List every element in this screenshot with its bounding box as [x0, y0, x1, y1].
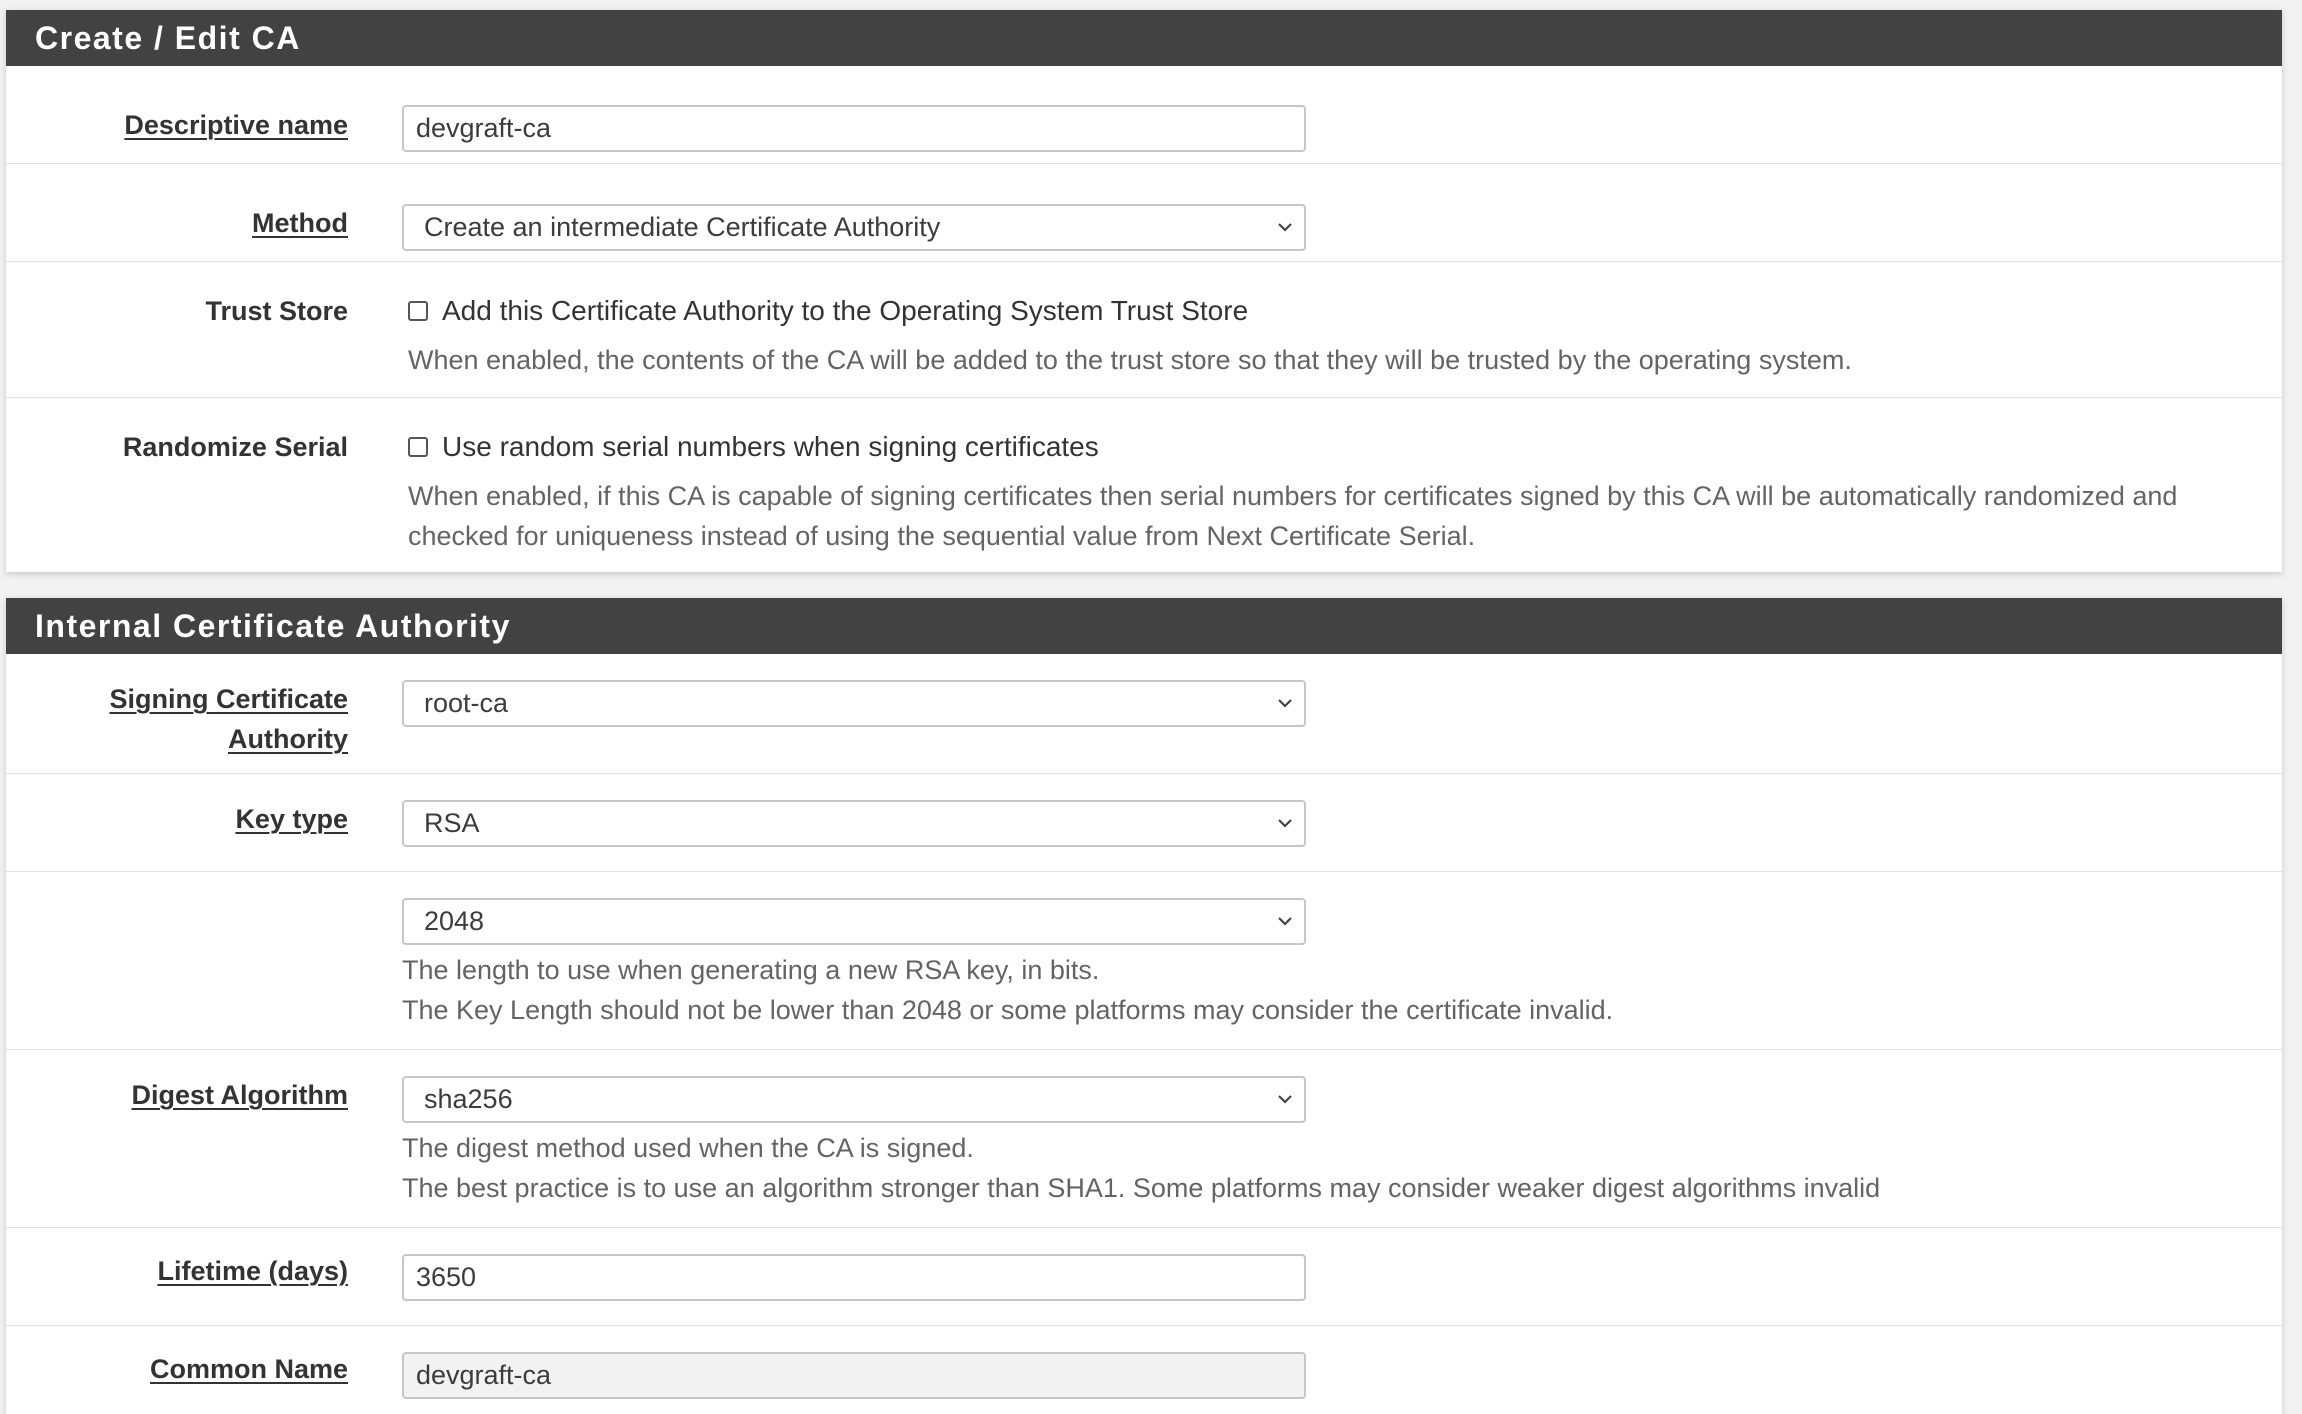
common-name-row [6, 1326, 2282, 1414]
common-name-label: Common Name [149, 1354, 348, 1384]
trust-store-row [6, 262, 2282, 398]
digest-help-line2: The best practice is to use an algorithm stronger than SHA1. Some platforms may consider weaker digest algorithms invalid [402, 1173, 1881, 1203]
trust-store-label: Trust Store [205, 296, 348, 326]
randomize-serial-label: Randomize Serial [122, 432, 348, 462]
lifetime-label: Lifetime (days) [157, 1256, 348, 1286]
chevron-down-icon [1276, 914, 1294, 928]
digest-row [6, 1050, 2282, 1228]
descriptive-name-row [6, 66, 2282, 164]
key-length-help-line2: The Key Length should not be lower than 2048 or some platforms may consider the certificate invalid. [402, 995, 1614, 1025]
method-select[interactable] [402, 204, 1306, 251]
randomize-serial-checkbox-label: Use random serial numbers when signing certificates [442, 431, 1099, 462]
digest-select-value: sha256 [424, 1084, 513, 1114]
descriptive-name-label: Descriptive name [124, 110, 348, 140]
digest-select[interactable] [402, 1076, 1306, 1123]
panel-heading-create-edit: Create / Edit CA [6, 10, 2282, 66]
method-label: Method [252, 208, 348, 238]
signing-ca-select[interactable] [402, 680, 1306, 727]
trust-store-help: When enabled, the contents of the CA will be added to the trust store so that they will be trusted by the operating system. [408, 345, 1852, 375]
chevron-down-icon [1276, 1092, 1294, 1106]
randomize-serial-row [6, 398, 2282, 572]
common-name-input[interactable] [402, 1352, 1306, 1399]
digest-help-line1: The digest method used when the CA is signed. [402, 1133, 974, 1163]
trust-store-checkbox[interactable] [408, 301, 428, 321]
key-length-select[interactable] [402, 898, 1306, 945]
trust-store-option[interactable] [408, 292, 1248, 330]
lifetime-row [6, 1228, 2282, 1326]
signing-ca-select-value: root-ca [424, 688, 509, 718]
randomize-serial-checkbox[interactable] [408, 437, 428, 457]
signing-ca-row [6, 654, 2282, 774]
trust-store-checkbox-label: Add this Certificate Authority to the Operating System Trust Store [442, 295, 1249, 326]
panel-heading-internal-ca: Internal Certificate Authority [6, 598, 2282, 654]
internal-ca-panel [6, 598, 2282, 1414]
method-select-value: Create an intermediate Certificate Authority [424, 212, 941, 242]
key-type-select[interactable] [402, 800, 1306, 847]
digest-label: Digest Algorithm [131, 1080, 348, 1110]
randomize-serial-option[interactable] [408, 428, 1099, 466]
key-length-help-line1: The length to use when generating a new RSA key, in bits. [402, 955, 1100, 985]
randomize-serial-help-line1: When enabled, if this CA is capable of signing certificates then serial numbers for certificates signed by this CA will be automatically randomized and [408, 481, 2178, 511]
key-length-select-value: 2048 [424, 906, 485, 936]
create-edit-ca-panel [6, 10, 2282, 572]
key-type-row [6, 774, 2282, 872]
chevron-down-icon [1276, 696, 1294, 710]
chevron-down-icon [1276, 816, 1294, 830]
chevron-down-icon [1276, 220, 1294, 234]
lifetime-input[interactable] [402, 1254, 1306, 1301]
key-length-row [6, 872, 2282, 1050]
method-row [6, 164, 2282, 262]
signing-ca-label-line1: Signing Certificate [109, 684, 348, 714]
descriptive-name-input[interactable] [402, 105, 1306, 152]
key-type-select-value: RSA [424, 808, 480, 838]
randomize-serial-help-line2: checked for uniqueness instead of using the sequential value from Next Certificate Serial. [408, 521, 1476, 551]
signing-ca-label-line2: Authority [228, 724, 348, 754]
key-type-label: Key type [235, 804, 348, 834]
